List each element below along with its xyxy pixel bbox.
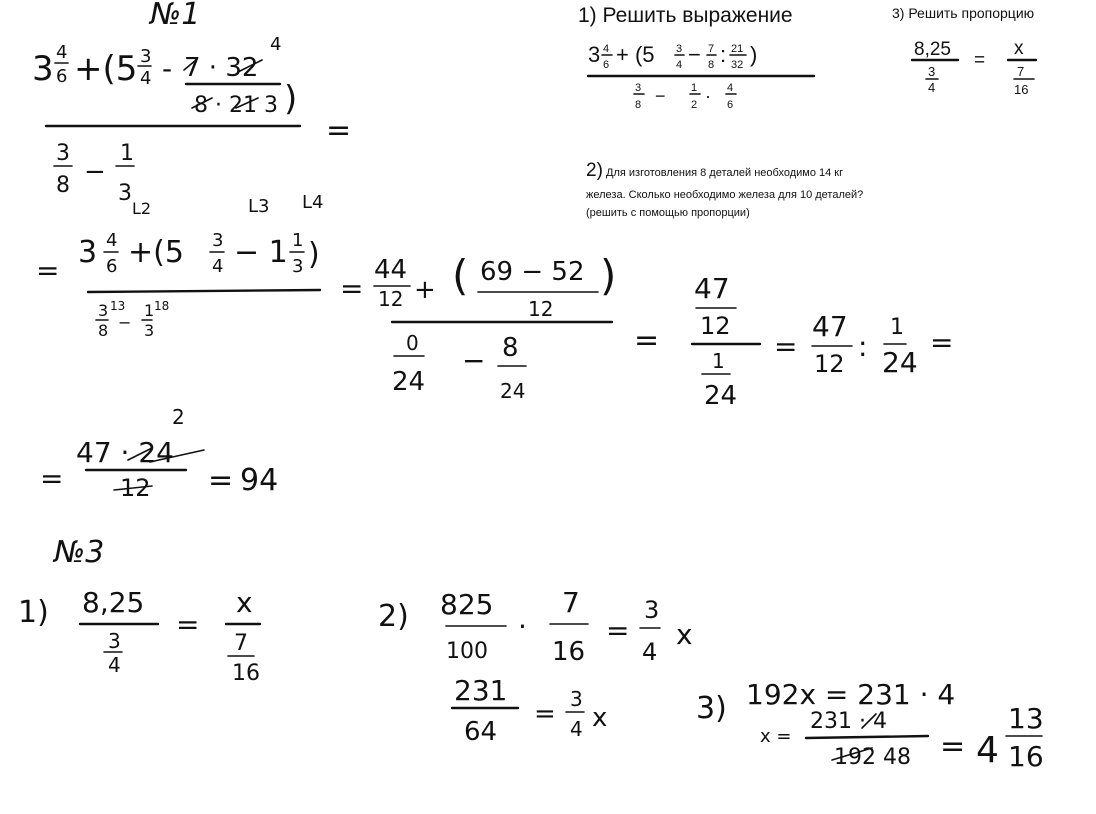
- svg-text:4: 4: [928, 80, 936, 95]
- svg-text:=: =: [534, 699, 556, 729]
- svg-text:=: =: [40, 462, 64, 495]
- svg-text:18: 18: [154, 299, 170, 313]
- hand-proportion-step2: [378, 586, 693, 747]
- svg-text:− 1: − 1: [234, 235, 288, 270]
- svg-text:3: 3: [928, 64, 936, 79]
- svg-text:·: ·: [705, 86, 711, 106]
- svg-text:3: 3: [32, 49, 54, 89]
- svg-text:64: 64: [464, 717, 498, 747]
- svg-text:47: 47: [812, 310, 848, 343]
- svg-text:1: 1: [144, 301, 155, 320]
- svg-text:0: 0: [406, 331, 419, 355]
- svg-text:4: 4: [676, 59, 683, 71]
- svg-text:2: 2: [172, 405, 185, 429]
- svg-text:4: 4: [976, 730, 999, 771]
- svg-text:7: 7: [1017, 64, 1025, 79]
- svg-text:4: 4: [727, 82, 734, 94]
- task3-printed-title: 3) Решить пропорцию: [892, 5, 1035, 21]
- svg-text:3: 3: [140, 46, 152, 67]
- svg-text:x: x: [1014, 38, 1024, 59]
- svg-text:=: =: [340, 272, 364, 305]
- svg-text:24: 24: [500, 379, 526, 403]
- svg-text:3: 3: [635, 82, 642, 94]
- svg-text:8 · 21 3: 8 · 21 3: [194, 93, 278, 118]
- svg-text:8: 8: [708, 59, 715, 71]
- svg-text:8: 8: [98, 321, 109, 340]
- svg-text:69 − 52: 69 − 52: [480, 257, 585, 287]
- svg-text:12: 12: [378, 287, 404, 311]
- task1-printed-title: 1) Решить выражение: [578, 4, 793, 27]
- svg-text:4: 4: [603, 43, 610, 55]
- svg-text:3: 3: [292, 256, 304, 277]
- svg-text:=: =: [940, 729, 966, 764]
- svg-text:3: 3: [108, 629, 121, 653]
- svg-text:12: 12: [528, 297, 554, 321]
- svg-text:+: +: [414, 275, 436, 305]
- svg-text:3: 3: [588, 42, 601, 67]
- svg-text:16: 16: [1008, 740, 1044, 773]
- task2-line1: Для изготовления 8 деталей необходимо 14 кг: [606, 167, 844, 179]
- svg-text:12: 12: [814, 350, 845, 378]
- svg-text:4: 4: [642, 638, 658, 666]
- svg-text:8,25: 8,25: [914, 39, 951, 60]
- svg-text:8: 8: [56, 173, 70, 198]
- svg-text:L2: L2: [132, 199, 152, 218]
- svg-text:6: 6: [727, 99, 734, 111]
- svg-text:2: 2: [691, 99, 698, 111]
- svg-text:24: 24: [704, 381, 738, 411]
- svg-text:): ): [600, 251, 617, 300]
- hand-expression-line2: [36, 192, 953, 411]
- svg-text:3: 3: [570, 687, 583, 711]
- svg-text:8: 8: [635, 99, 642, 111]
- svg-text:3): 3): [696, 691, 727, 726]
- svg-text:-: -: [162, 52, 173, 85]
- hand-expression-line1: [32, 34, 351, 218]
- svg-text:16: 16: [232, 661, 260, 686]
- svg-text:13: 13: [110, 299, 126, 313]
- svg-text:4: 4: [140, 68, 152, 89]
- svg-text:−: −: [655, 86, 666, 106]
- hand-proportion-step3: [696, 678, 1044, 773]
- printed-proportion-task3: [912, 38, 1036, 97]
- svg-text::: :: [720, 42, 727, 67]
- svg-text:1: 1: [691, 82, 698, 94]
- svg-text:24: 24: [392, 367, 426, 397]
- svg-text:4: 4: [56, 42, 68, 63]
- svg-text:L3: L3: [248, 196, 270, 217]
- svg-text:4: 4: [108, 653, 121, 677]
- task2-line2: железа. Сколько необходимо железа для 10 деталей?: [586, 189, 864, 201]
- svg-text:−: −: [118, 313, 132, 332]
- svg-text:=: =: [176, 608, 200, 641]
- svg-text:4: 4: [106, 230, 118, 251]
- svg-text:+(5: +(5: [74, 49, 138, 89]
- svg-text:7 · 32: 7 · 32: [184, 53, 259, 83]
- svg-text:·: ·: [518, 610, 527, 643]
- svg-text:7: 7: [234, 631, 248, 656]
- svg-text:−: −: [84, 157, 106, 187]
- svg-text:3: 3: [56, 141, 70, 166]
- svg-text:+(5: +(5: [128, 235, 184, 270]
- heading-task3: №3: [54, 535, 105, 570]
- svg-text:x =: x =: [760, 726, 792, 747]
- svg-text:21: 21: [731, 43, 744, 55]
- svg-text:): ): [750, 42, 758, 67]
- svg-text:3: 3: [676, 43, 683, 55]
- svg-text:=: =: [36, 254, 60, 287]
- svg-text:231 · 4: 231 · 4: [810, 709, 887, 734]
- svg-text:): ): [284, 79, 298, 119]
- svg-text:+ (5: + (5: [616, 42, 655, 67]
- svg-text:1): 1): [18, 595, 49, 630]
- svg-text:44: 44: [374, 255, 408, 285]
- heading-task1: №1: [150, 0, 201, 32]
- svg-text:16: 16: [1014, 82, 1029, 97]
- svg-text:8: 8: [502, 333, 519, 363]
- svg-text:1: 1: [890, 315, 904, 340]
- task2-number: 2): [586, 160, 603, 181]
- svg-text:3: 3: [212, 230, 224, 251]
- svg-text:16: 16: [552, 637, 586, 667]
- svg-text:24: 24: [882, 346, 918, 379]
- svg-text:=: =: [326, 113, 352, 148]
- svg-text:3: 3: [78, 235, 98, 270]
- svg-text:192 48: 192 48: [834, 745, 911, 770]
- svg-text:6: 6: [56, 66, 68, 87]
- svg-text:6: 6: [603, 59, 610, 71]
- svg-text:−: −: [688, 42, 701, 67]
- svg-text:−: −: [462, 344, 486, 377]
- svg-text:=: =: [634, 323, 660, 358]
- svg-text:=: =: [774, 330, 798, 363]
- svg-text:=: =: [606, 614, 630, 647]
- svg-text:13: 13: [1008, 702, 1044, 735]
- svg-text:4: 4: [212, 256, 224, 277]
- svg-text:L4: L4: [302, 192, 324, 213]
- svg-text:1: 1: [120, 141, 134, 166]
- svg-text:=: =: [930, 326, 954, 359]
- svg-text::: :: [858, 330, 868, 363]
- svg-text:825: 825: [440, 588, 494, 621]
- svg-text:x: x: [676, 618, 693, 651]
- svg-text:47: 47: [694, 272, 730, 305]
- task2-line3: (решить с помощью пропорции): [586, 207, 750, 219]
- svg-text:100: 100: [446, 639, 488, 664]
- svg-text:=: =: [974, 50, 986, 71]
- svg-text:4: 4: [270, 34, 282, 55]
- svg-text:1: 1: [292, 230, 304, 251]
- printed-expression-task1: [588, 42, 814, 111]
- svg-text:7: 7: [708, 43, 715, 55]
- svg-text:=: =: [208, 463, 234, 498]
- svg-text:3: 3: [644, 596, 660, 624]
- svg-text:x: x: [592, 703, 608, 733]
- svg-text:3: 3: [144, 321, 155, 340]
- svg-text:(: (: [452, 251, 469, 300]
- svg-text:6: 6: [106, 256, 118, 277]
- svg-text:1: 1: [712, 349, 725, 373]
- svg-text:): ): [308, 237, 320, 272]
- t1-step2-numerator: 47 · 24: [76, 436, 174, 469]
- hand-expression-line3: [40, 405, 278, 502]
- svg-text:2): 2): [378, 599, 409, 634]
- svg-text:3: 3: [98, 301, 109, 320]
- svg-text:12: 12: [120, 474, 151, 502]
- svg-text:231: 231: [454, 674, 508, 707]
- svg-text:8,25: 8,25: [82, 586, 145, 619]
- t1-result: 94: [240, 463, 279, 498]
- svg-text:7: 7: [562, 586, 580, 619]
- svg-text:4: 4: [570, 717, 583, 741]
- svg-text:x: x: [236, 586, 253, 619]
- svg-text:12: 12: [700, 312, 731, 340]
- svg-text:32: 32: [731, 59, 744, 71]
- t3-step3: 192x = 231 · 4: [746, 678, 956, 711]
- svg-text:3: 3: [118, 181, 132, 206]
- hand-proportion-step1: [18, 586, 260, 686]
